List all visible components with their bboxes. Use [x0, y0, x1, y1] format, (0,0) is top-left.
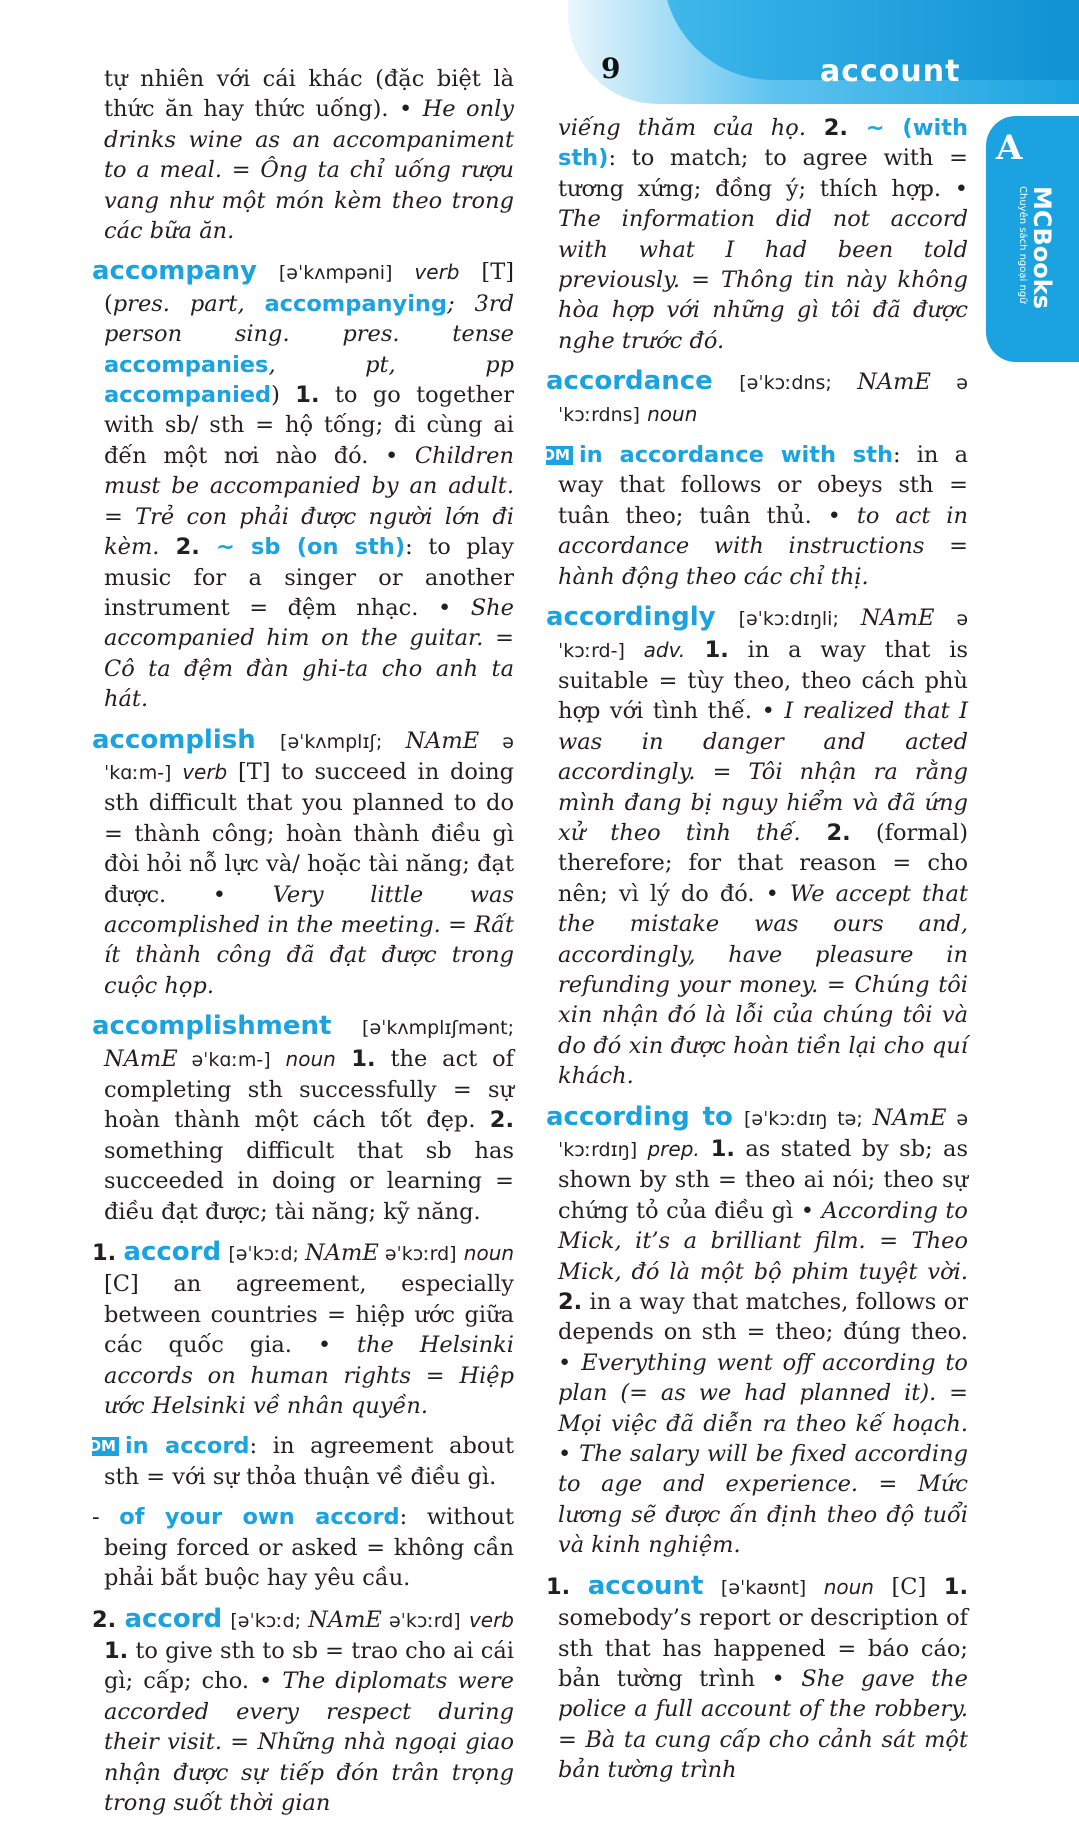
- pronunciation: əˈkɔːrd]: [381, 1609, 461, 1632]
- pronunciation: əˈkɑːm-]: [177, 1048, 271, 1071]
- headword: account: [587, 1570, 704, 1601]
- pronunciation: [əˈkʌmplɪʃmənt;: [362, 1017, 514, 1040]
- guide-word: account: [820, 54, 961, 89]
- grammar-text: pres. part,: [112, 290, 265, 317]
- grammar-text: [T] (: [104, 259, 514, 317]
- homograph-number: 1.: [546, 1573, 571, 1600]
- part-of-speech: noun: [823, 1574, 874, 1599]
- headword: accompany: [92, 256, 257, 287]
- definition-text: tự nhiên với cái khác (đặc biệt là thức ăn hay thức uống). •: [104, 66, 514, 123]
- variant-label: NAmE: [104, 1045, 178, 1072]
- definition-text: to go together with sb/ sth = hộ tống; đi cùng ai đến một nơi nào đó. •: [104, 382, 515, 469]
- idiom-of-your-own-accord: [92, 1502, 514, 1593]
- definition-text: as stated by sb; as shown by sth = theo ai nói; theo sự chứng tỏ của điều gì •: [558, 1136, 969, 1224]
- pronunciation: [əˈkaʊnt]: [720, 1576, 807, 1599]
- pronunciation: əˈkɔːrdns]: [558, 372, 968, 426]
- grammar-text: [C]: [873, 1573, 944, 1600]
- headword: accomplish: [92, 724, 256, 755]
- entry-accord-verb: [92, 1604, 514, 1819]
- example-text: to act in accordance with instructions = hành động theo các chỉ thị.: [558, 502, 968, 590]
- example-text: According to Mick, it’s a brilliant film. = Theo Mick, đó là một bộ phim tuyệt vời.: [558, 1197, 968, 1285]
- headword: accord: [124, 1603, 223, 1634]
- variant-label: NAmE: [872, 1104, 947, 1131]
- entry-accompany: [92, 256, 514, 714]
- variant-label: NAmE: [860, 605, 935, 632]
- idiom-phrase: of your own accord: [119, 1504, 400, 1531]
- pronunciation: [əˈkɔːd;: [228, 1243, 306, 1266]
- definition-text: [T] to succeed in doing sth difficult that you planned to do = thành công; hoàn thành điều gì đòi hỏi nỗ lực và/ hoặc tài năng; đạt được. •: [104, 758, 514, 908]
- variant-label: NAmE: [405, 727, 480, 754]
- definition-text: : in a way that follows or obeys sth = tuân theo; tuân thủ. •: [558, 442, 968, 529]
- idiom-badge: IDM: [92, 1437, 119, 1456]
- brand-logo: [1017, 186, 1056, 336]
- alphabet-tab-letter: A: [996, 128, 1023, 168]
- definition-text: the act of completing sth successfully = sự hoàn thành một cách tốt đẹp.: [104, 1045, 514, 1134]
- pronunciation: əˈkɔːrd-]: [558, 608, 969, 662]
- entry-according-to: [546, 1102, 968, 1561]
- example-text: viếng thăm của họ.: [558, 115, 806, 141]
- pronunciation: [əˈkɔːd;: [230, 1609, 309, 1632]
- definition-text: : in agreement about sth = với sự thỏa thuận về điều gì.: [104, 1433, 514, 1490]
- part-of-speech: adv.: [643, 637, 686, 662]
- sense-number: 1.: [685, 636, 729, 663]
- example-text: Very little was accomplished in the meeting. = Rất ít thành công đã đạt được trong cuộc họp.: [104, 881, 514, 999]
- brand-tagline: Chuyên sách ngoại ngữ: [1017, 186, 1028, 304]
- sense-number: 1.: [335, 1045, 376, 1072]
- part-of-speech: verb: [182, 759, 228, 784]
- idiom-badge: IDM: [546, 446, 573, 465]
- homograph-number: 2.: [92, 1606, 117, 1633]
- definition-text: : to match; to agree with = tương xứng; đồng ý; thích hợp. •: [558, 145, 968, 202]
- example-text: She accompanied him on the guitar. = Cô ta đệm đàn ghi-ta cho anh ta hát.: [104, 594, 514, 713]
- variant-label: NAmE: [305, 1240, 379, 1267]
- sense-number: 2.: [800, 819, 851, 846]
- left-column: [83, 64, 515, 1828]
- brand-name: MCBooks: [1028, 186, 1056, 310]
- example-text: He only drinks wine as an accompaniment to a meal. = Ông ta chỉ uống rượu vang như một món kèm theo trong các bữa ăn.: [104, 96, 514, 245]
- pronunciation: [əˈkɔːdns;: [739, 372, 858, 395]
- entry-continued: [546, 113, 968, 356]
- sense-number: 1.: [295, 382, 320, 409]
- sense-number: 1.: [699, 1136, 735, 1162]
- pronunciation: əˈkɔːrd]: [378, 1243, 457, 1266]
- definition-text: somebody’s report or description of sth that has happened = báo cáo; bản tường trình •: [558, 1605, 968, 1692]
- example-text: the Helsinki accords on human rights = Hiệp ước Helsinki về nhân quyền.: [104, 1332, 514, 1420]
- grammar-text: ; 3rd person sing. pres. tense: [104, 290, 514, 348]
- headword: accomplishment: [92, 1011, 332, 1042]
- dash-marker: -: [92, 1504, 120, 1531]
- variant-label: NAmE: [857, 369, 931, 396]
- pronunciation: [əˈkɔːdɪŋ tə;: [743, 1107, 873, 1130]
- sense-number: 2.: [805, 115, 866, 141]
- example-text: I realized that I was in danger and acted accordingly. = Tôi nhận ra rằng mình đang bị nguy hiểm và đã ứng xử theo tình thế.: [558, 698, 968, 846]
- part-of-speech: noun: [647, 401, 698, 426]
- right-column: [537, 113, 969, 1796]
- pronunciation: [əˈkʌmplɪʃ;: [280, 730, 406, 753]
- entry-accord-noun: [92, 1237, 514, 1421]
- entry-accordingly: [546, 602, 968, 1092]
- idiom-in-accord: [83, 1431, 514, 1492]
- entry-continued: [92, 64, 514, 246]
- definition-text: : without being forced or asked = không cần phải bắt buộc hay yêu cầu.: [104, 1504, 514, 1592]
- definition-text: [C] an agreement, especially between countries = hiệp ước giữa các quốc gia. •: [104, 1271, 514, 1359]
- pronunciation: [əˈkɔːdɪŋli;: [738, 608, 861, 631]
- grammar-text: ): [271, 382, 296, 409]
- definition-text: : to play music for a singer or another instrument = đệm nhạc. •: [104, 534, 514, 621]
- page-number: 9: [601, 52, 621, 85]
- definition-text: in a way that matches, follows or depends on sth = theo; đúng theo. •: [558, 1289, 968, 1376]
- phrase-keyword: ~ (with sth): [558, 115, 968, 172]
- headword: accordingly: [546, 602, 716, 633]
- inflection: accompanied: [104, 382, 272, 409]
- part-of-speech: prep.: [647, 1137, 700, 1161]
- sense-number: 1.: [104, 1637, 129, 1664]
- example-text: The information did not accord with what I had been told previously. = Thông tin này không hòa hợp với những gì tôi đã được nghe trước đó.: [558, 206, 968, 354]
- definition-text: in a way that is suitable = tùy theo, theo cách phù hợp với tình thế. •: [558, 636, 968, 725]
- example-text: The diplomats were accorded every respect during their visit. = Những nhà ngoại giao nhận được sự tiếp đón trân trọng trong suốt thời gian: [104, 1668, 514, 1816]
- example-text: We accept that the mistake was ours and, accordingly, have pleasure in refunding your money. = Chúng tôi xin nhận đó là lỗi của chúng tôi và do đó xin được hoàn tiền lại cho quí khách.: [558, 880, 968, 1090]
- entry-accordance: [546, 366, 968, 430]
- idiom-in-accordance-with: [537, 440, 968, 592]
- sense-number: 2.: [489, 1107, 514, 1134]
- pronunciation: əˈkɑːm-]: [104, 730, 514, 784]
- homograph-number: 1.: [92, 1240, 117, 1267]
- entry-accomplish: [92, 725, 514, 1002]
- example-text: Everything went off according to plan (= as we had planned it). = Mọi việc đã diễn ra theo kế hoạch. • The salary will be fixed according to age and experience. = Mức lương sẽ được ấn định theo độ tuổi và kinh nghiệm.: [558, 1349, 968, 1559]
- definition-text: (formal) therefore; for that reason = cho nên; vì lý do đó. •: [558, 819, 968, 907]
- sense-number: 1.: [943, 1573, 968, 1600]
- idiom-phrase: in accord: [124, 1433, 250, 1460]
- part-of-speech: noun: [463, 1241, 515, 1266]
- headword: accord: [123, 1237, 222, 1268]
- sense-number: 2.: [159, 534, 216, 561]
- pronunciation: [əˈkʌmpəni]: [278, 262, 393, 285]
- example-text: Children must be accompanied by an adult. = Trẻ con phải được người lớn đi kèm.: [104, 442, 514, 561]
- inflection: accompanying: [264, 290, 448, 317]
- headword: accordance: [546, 366, 713, 397]
- sense-number: 2.: [558, 1289, 583, 1316]
- phrase-keyword: ~ sb (on sth): [216, 534, 406, 561]
- entry-account-noun: [546, 1571, 968, 1786]
- part-of-speech: noun: [285, 1046, 336, 1071]
- variant-label: NAmE: [308, 1606, 382, 1633]
- idiom-phrase: in accordance with sth: [578, 442, 893, 469]
- grammar-text: , pt, pp: [268, 351, 514, 378]
- inflection: accompanies: [104, 351, 269, 378]
- headword: according to: [546, 1101, 733, 1132]
- pronunciation: əˈkɔːrdɪŋ]: [558, 1107, 969, 1161]
- definition-text: to give sth to sb = trao cho ai cái gì; cấp; cho. •: [104, 1637, 514, 1695]
- entry-accomplishment: [92, 1011, 514, 1227]
- part-of-speech: verb: [468, 1607, 514, 1632]
- example-text: She gave the police a full account of the robbery. = Bà ta cung cấp cho cảnh sát một bản tường trình: [558, 1665, 968, 1784]
- definition-text: something difficult that sb has succeeded in doing or learning = điều đạt được; tài năng; kỹ năng.: [104, 1137, 514, 1225]
- part-of-speech: verb: [414, 260, 460, 285]
